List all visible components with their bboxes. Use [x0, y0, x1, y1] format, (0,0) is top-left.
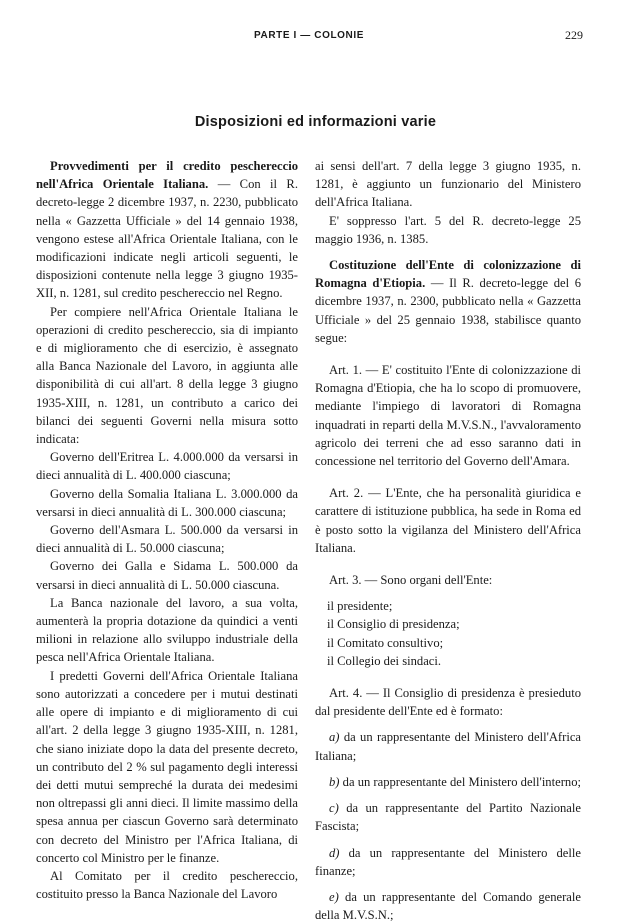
paragraph-governo-galla-sidama: Governo dei Galla e Sidama L. 500.000 da versarsi in dieci annualità di L. 50.000 ciascuna.: [36, 559, 298, 592]
item-letter: e): [329, 889, 339, 904]
paragraph-credito-peschereccio: [36, 157, 298, 303]
paragraph-text: — Con il R. decreto-legge 2 dicembre 1937, n. 2230, pubblicato nella « Gazzetta Ufficiale » del 14 gennaio 1938, vengono estese all'Africa Orientale Italiana, con le modificazioni indicate negli articoli seguenti, le disposizioni contenute nella legge 3 giugno 1935-XII, n. 1281, sul credito peschereccio nel Regno.: [36, 177, 298, 301]
item-text: da un rappresentante del Ministero delle finanze;: [315, 845, 581, 878]
list-item: [315, 773, 581, 791]
paragraph: I predetti Governi dell'Africa Orientale Italiana sono autorizzati a concedere per i mutui destinati alle opere di impianto e di miglioramento di cui all'art. 2 della legge 3 giugno 1935-XIII, n. 1281, che siano iniziate dopo la data del presente decreto, un contributo del 2 % sul pagamento degli interessi dei detti mutui sempreché la durata dei medesimi non oltrepassi gli anni dieci. Il limite massimo della spesa annua per ciascun Governo sarà determinato con decreto del Ministro per l'Africa Italiana, di concerto col Ministro per le finanze.: [36, 668, 298, 865]
paragraph-heading: Costituzione dell'Ente di colonizzazione di Romagna d'Etiopia.: [315, 258, 581, 291]
section-title: Disposizioni ed informazioni varie: [194, 114, 437, 130]
right-column: [315, 157, 581, 924]
article-3: Art. 3. — Sono organi dell'Ente:: [329, 573, 493, 588]
list-item: [315, 844, 581, 880]
paragraph-heading: Provvedimenti per il credito peschereccio nell'Africa Orientale Italiana.: [36, 159, 298, 192]
paragraph: ai sensi dell'art. 7 della legge 3 giugno 1935, n. 1281, è aggiunto un funzionario del Ministero dell'Africa Italiana.: [315, 159, 581, 210]
list-item: il Collegio dei sindaci.: [327, 653, 442, 668]
paragraph-governo-asmara: Governo dell'Asmara L. 500.000 da versarsi in dieci annualità di L. 50.000 ciascuna;: [36, 523, 298, 556]
item-text: da un rappresentante del Ministero dell'Africa Italiana;: [315, 730, 581, 763]
item-text: da un rappresentante del Ministero dell'interno;: [342, 774, 581, 789]
item-letter: b): [329, 774, 340, 789]
list-item: [315, 728, 581, 764]
paragraph: Al Comitato per il credito peschereccio, costituito presso la Banca Nazionale del Lavoro: [36, 868, 298, 902]
list-item: [315, 888, 581, 924]
paragraph: E' soppresso l'art. 5 del R. decreto-legge 25 maggio 1936, n. 1385.: [315, 213, 581, 246]
paragraph-governo-eritrea: Governo dell'Eritrea L. 4.000.000 da versarsi in dieci annualità di L. 400.000 ciascuna;: [36, 450, 298, 483]
paragraph: Per compiere nell'Africa Orientale Italiana le operazioni di credito peschereccio, sia di impianto e di miglioramento che di esercizio, è assegnato alla Banca Nazionale del Lavoro, in aggiunta alle disponibilità di cui all'art. 8 della legge 3 giugno 1935-XIII, n. 1281, un contributo a carico dei bilanci dei seguenti Governi nella misura sotto indicata:: [36, 304, 298, 447]
item-letter: d): [329, 845, 340, 860]
item-letter: a): [329, 730, 340, 745]
paragraph-text: — Il R. decreto-legge del 6 dicembre 1937, n. 2300, pubblicato nella « Gazzetta Ufficiale » del 25 gennaio 1938, stabilisce quanto segue:: [315, 276, 581, 345]
article-1: Art. 1. — E' costituito l'Ente di colonizzazione di Romagna d'Etiopia, che ha lo scopo di promuovere, mediante l'impiego di lavoratori di Romagna inquadrati in reparti della M.V.S.N., l'avvaloramento agricolo dei terreni che ad esso saranno dati in concessione nel territorio del Governo dell'Amara.: [315, 363, 581, 469]
page-header: [0, 27, 631, 47]
left-column: [36, 157, 298, 903]
item-text: da un rappresentante del Partito Nazionale Fascista;: [315, 801, 581, 834]
article-3-list: [315, 597, 581, 670]
list-item: il Comitato consultivo;: [327, 635, 444, 650]
item-text: da un rappresentante del Comando generale della M.V.S.N.;: [315, 889, 581, 923]
article-4: Art. 4. — Il Consiglio di presidenza è presieduto dal presidente dell'Ente ed è formato:: [315, 686, 581, 719]
paragraph-ente-colonizzazione: [315, 256, 581, 347]
list-item: [315, 799, 581, 835]
item-letter: c): [329, 801, 339, 816]
page-number: 229: [565, 28, 583, 42]
paragraph-governo-somalia: Governo della Somalia Italiana L. 3.000.000 da versarsi in dieci annualità di L. 300.000 ciascuna;: [36, 486, 298, 519]
list-item: il Consiglio di presidenza;: [327, 617, 460, 632]
paragraph: La Banca nazionale del lavoro, a sua volta, aumenterà la propria dotazione da quindici a venti milioni in relazione allo sviluppo industriale della pesca nell'Africa Orientale Italiana.: [36, 595, 298, 665]
list-item: il presidente;: [327, 599, 393, 614]
running-title: PARTE I — COLONIE: [254, 30, 365, 41]
article-2: Art. 2. — L'Ente, che ha personalità giuridica e carattere di istituzione pubblica, ha sede in Roma ed è posto sotto la vigilanza del Ministero dell'Africa Italiana.: [315, 486, 581, 555]
